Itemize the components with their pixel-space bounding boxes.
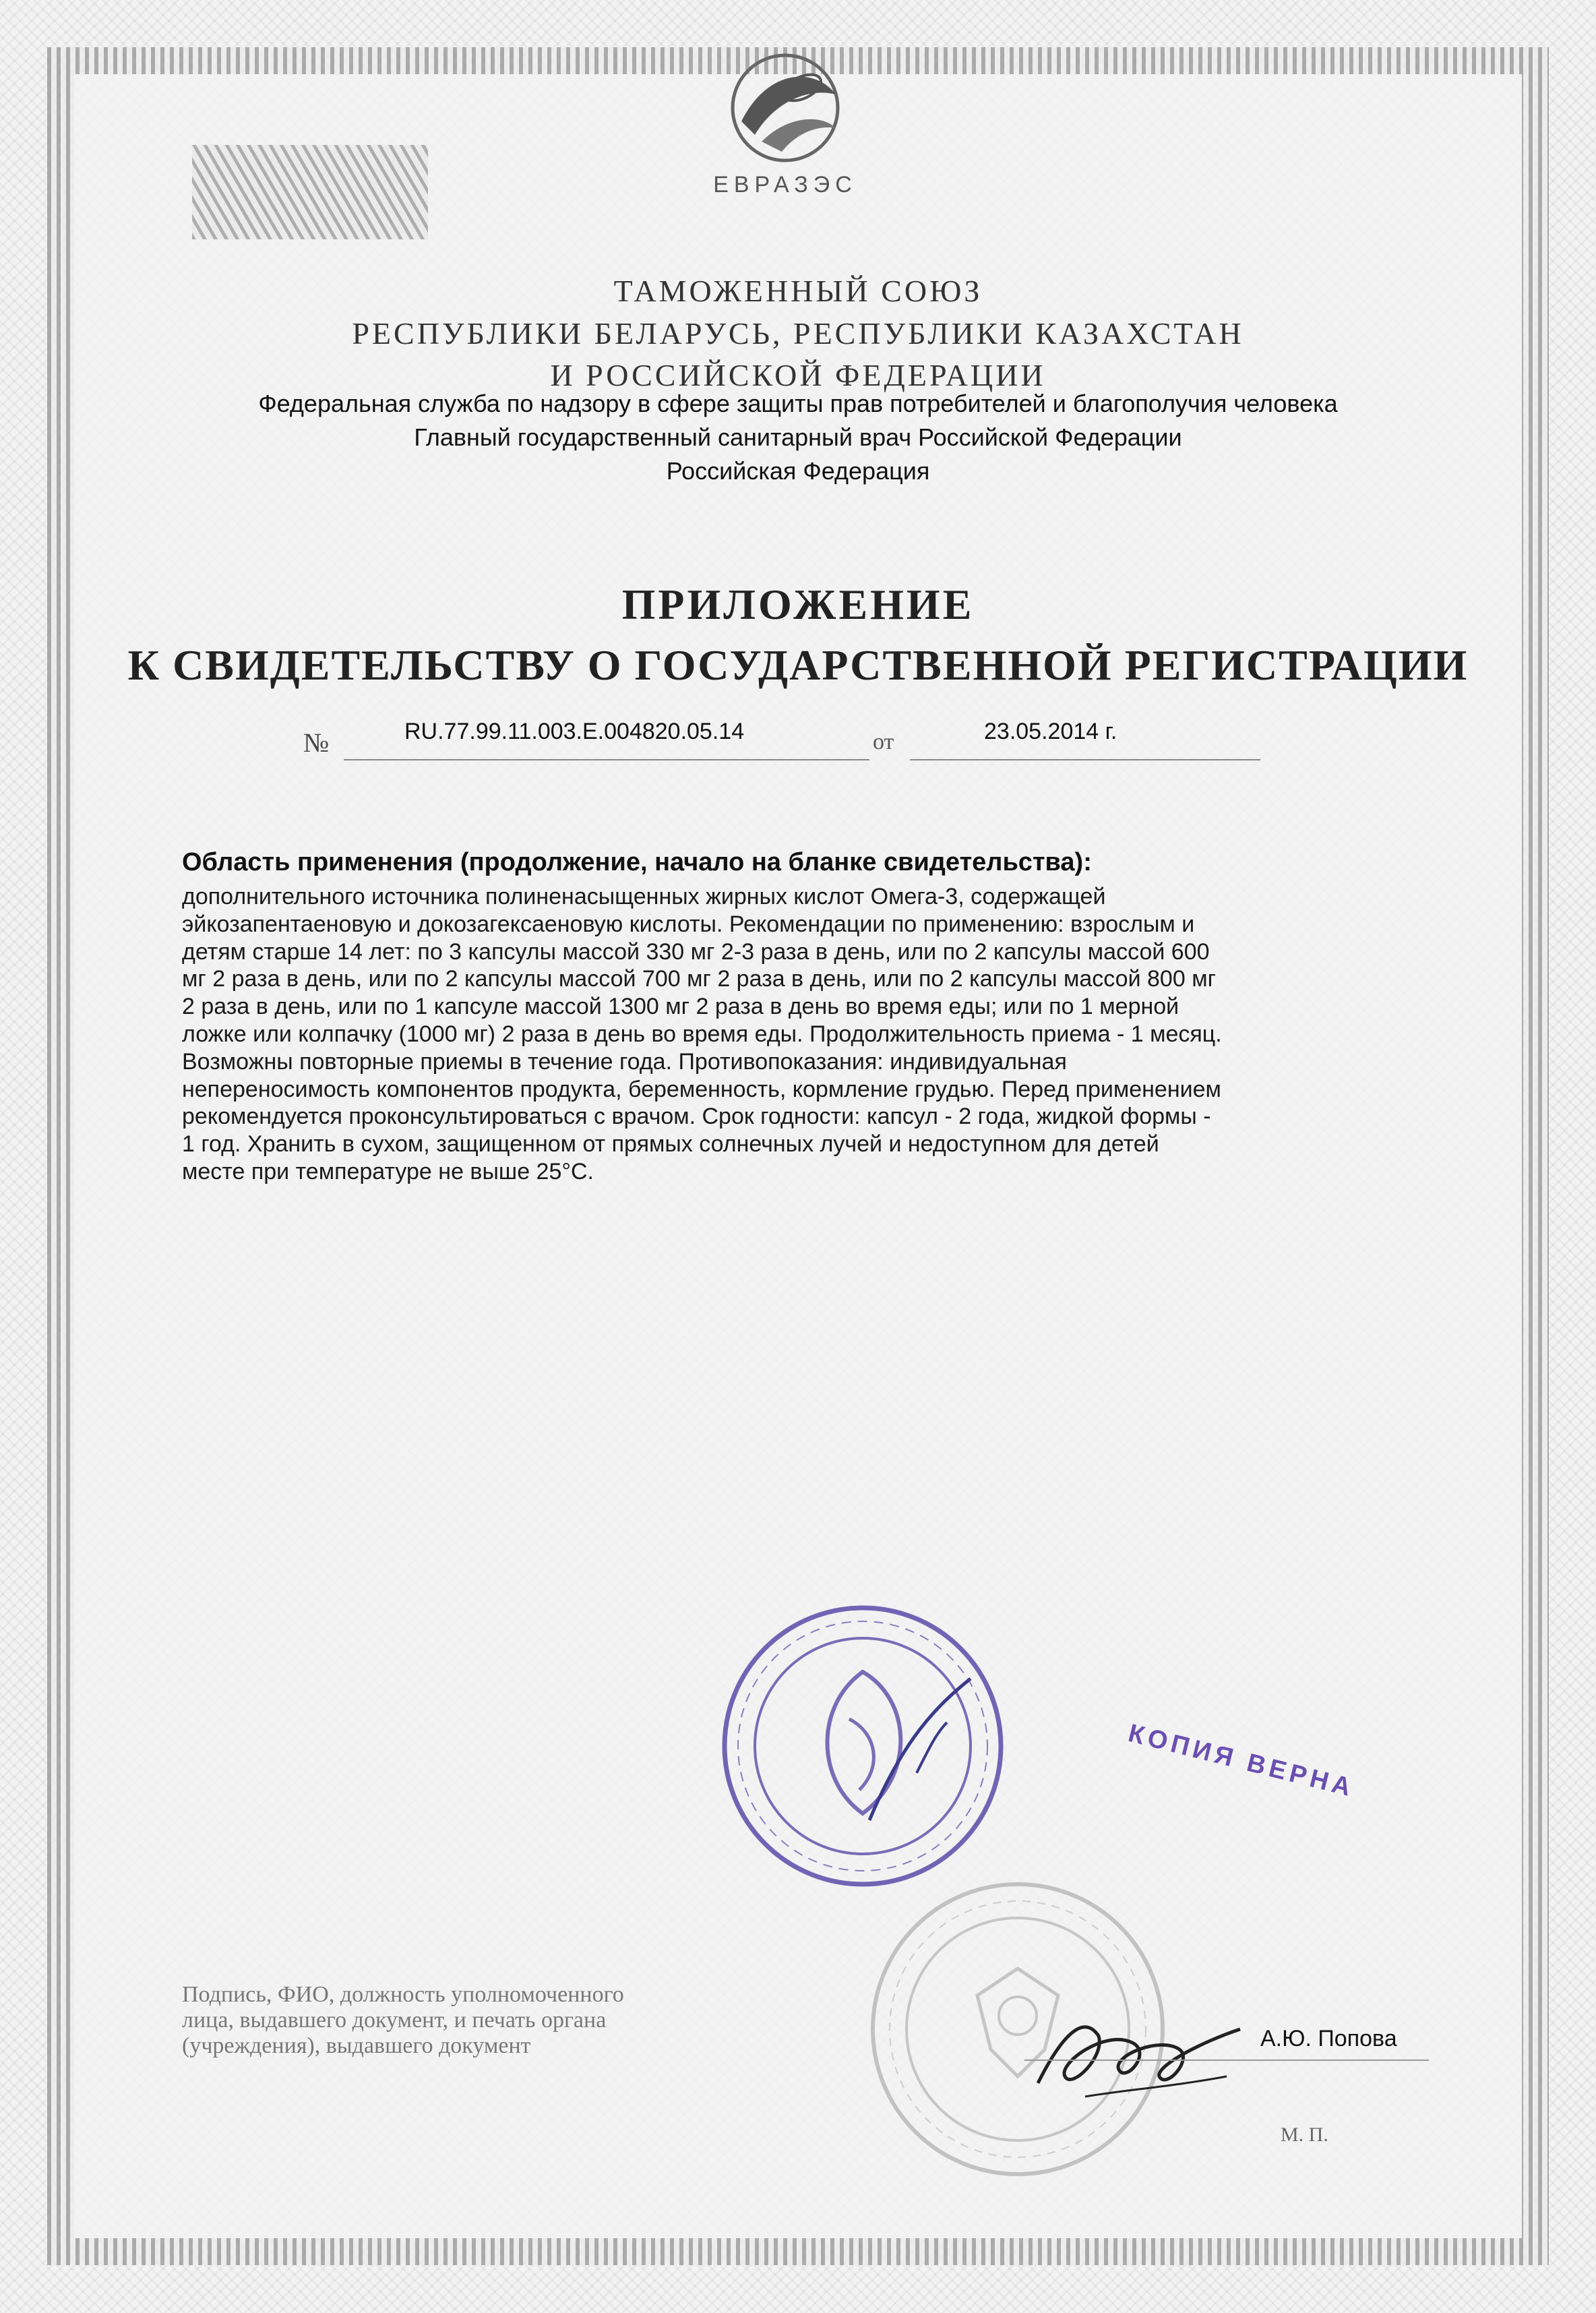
official-title: Главный государственный санитарный врач Российской Федерации: [414, 423, 1182, 451]
registration-number: RU.77.99.11.003.Е.004820.05.14: [404, 719, 745, 744]
company-round-seal: [714, 1598, 1011, 1894]
text-line: ложке или колпачку (1000 мг) 2 раза в день во время еды. Продолжительность приема - 1 месяц.: [182, 1021, 1222, 1047]
text-line: эйкозапентаеновую и докозагексаеновую кислоты. Рекомендации по применению: взрослым и: [182, 911, 1195, 937]
agency-name: Федеральная служба по надзору в сфере защиты прав потребителей и благополучия человека: [258, 390, 1338, 417]
emblem: [674, 40, 896, 202]
copy-certified-stamp: [1125, 1692, 1361, 1827]
number-sign: №: [303, 727, 330, 758]
application-text: [182, 883, 1463, 1186]
text-line: детям старше 14 лет: по 3 капсулы массой 330 мг 2-3 раза в день, или по 2 капсулы массой 600: [182, 938, 1210, 965]
text-line: непереносимость компонентов продукта, беременность, кормление грудью. Перед применением: [182, 1076, 1221, 1102]
signature-underline: [1024, 2060, 1429, 2061]
company-round-seal-icon: [714, 1598, 1011, 1894]
text-line: 1 год. Хранить в сухом, защищенном от прямых солнечных лучей и недоступном для детей: [182, 1131, 1159, 1158]
text-line: Возможны повторные приемы в течение года. Противопоказания: индивидуальная: [182, 1048, 1067, 1075]
document-subtitle: К СВИДЕТЕЛЬСТВУ О ГОСУДАРСТВЕННОЙ РЕГИСТРАЦИИ: [127, 641, 1469, 689]
country-name: Российская Федерация: [666, 457, 930, 485]
text-line: дополнительного источника полиненасыщенных жирных кислот Омега-3, содержащей: [182, 884, 1106, 909]
text-line: рекомендуется проконсультироваться с врачом. Срок годности: капсул - 2 года, жидкой формы -: [182, 1104, 1211, 1130]
security-pattern: [192, 145, 428, 239]
union-title-line3: И РОССИЙСКОЙ ФЕДЕРАЦИИ: [550, 358, 1046, 392]
union-title-line1: ТАМОЖЕННЫЙ СОЮЗ: [613, 274, 983, 308]
number-underline: [344, 759, 869, 760]
text-line: мг 2 раза в день, или по 2 капсулы массой 700 мг 2 раза в день, или по 2 капсулы массой 800 мг: [182, 966, 1216, 992]
eurasec-emblem-icon: [674, 40, 896, 175]
document-title: ПРИЛОЖЕНИЕ: [621, 580, 975, 628]
registration-row: [0, 715, 1596, 762]
copy-certified-text: КОПИЯ ВЕРНА: [1125, 1719, 1358, 1803]
registration-date: 23.05.2014 г.: [984, 719, 1117, 744]
emblem-label: ЕВРАЗЭС: [713, 172, 857, 198]
handwritten-signature: [1024, 1989, 1254, 2124]
signature-caption-line: лица, выдавшего документ, и печать органа: [182, 2008, 607, 2033]
section-heading: Область применения (продолжение, начало на бланке свидетельства):: [182, 848, 1092, 876]
signature-caption: [182, 1982, 923, 2059]
signature-caption-line: (учреждения), выдавшего документ: [182, 2033, 531, 2058]
date-underline: [910, 759, 1260, 760]
date-from-label: от: [873, 729, 894, 754]
text-line: месте при температуре не выше 25°С.: [182, 1158, 594, 1184]
signer-name: А.Ю. Попова: [1260, 2026, 1397, 2051]
union-title-line2: РЕСПУБЛИКИ БЕЛАРУСЬ, РЕСПУБЛИКИ КАЗАХСТАН: [352, 316, 1244, 351]
signature-caption-line: Подпись, ФИО, должность уполномоченного: [182, 1982, 624, 2007]
text-line: 2 раза в день, или по 1 капсуле массой 1300 мг 2 раза в день во время еды; или по 1 мерной: [182, 994, 1179, 1020]
seal-place-label: М. П.: [1281, 2124, 1328, 2146]
